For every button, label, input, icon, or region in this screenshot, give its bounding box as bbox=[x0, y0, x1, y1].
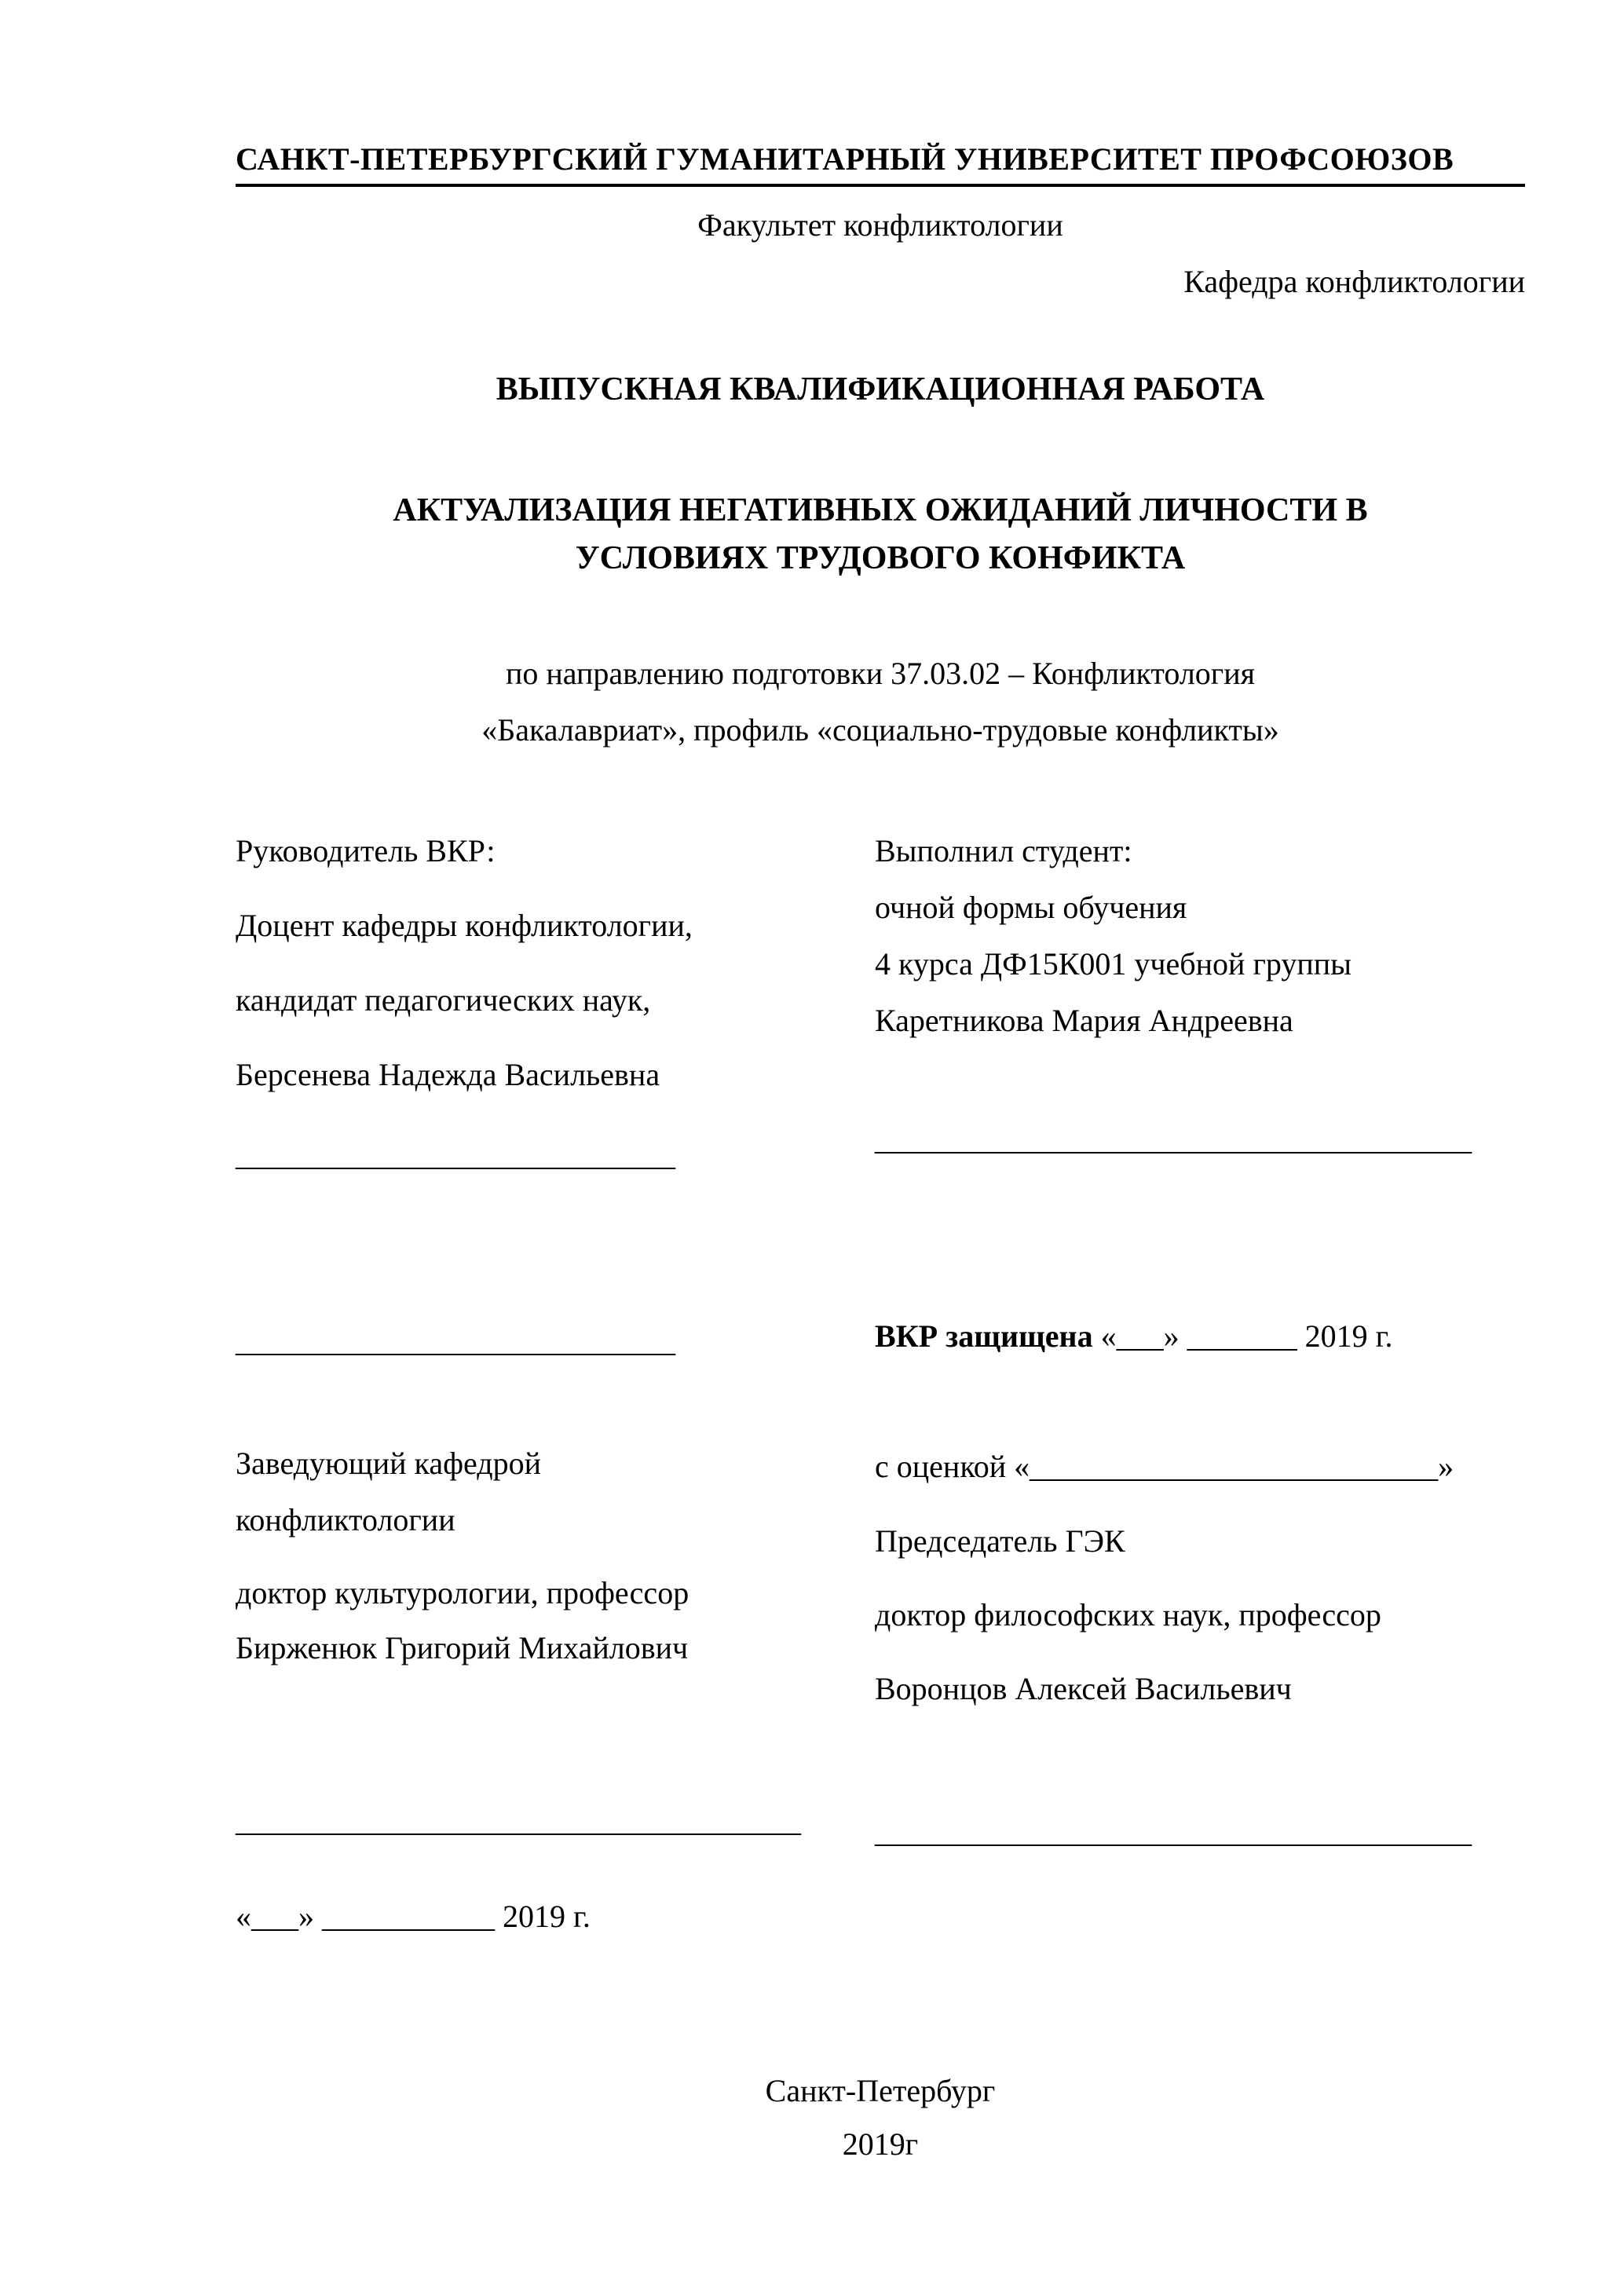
program-direction: по направлению подготовки 37.03.02 – Конфликтология bbox=[505, 656, 1256, 692]
university-name: САНКТ-ПЕТЕРБУРГСКИЙ ГУМАНИТАРНЫЙ УНИВЕРСИТЕТ ПРОФСОЮЗОВ bbox=[236, 141, 1525, 187]
left-column bbox=[236, 833, 875, 1935]
footer-city: Санкт-Петербург bbox=[765, 2073, 996, 2109]
thesis-title-line-2: УСЛОВИЯХ ТРУДОВОГО КОНФИКТА bbox=[575, 540, 1186, 577]
footer-year: 2019г bbox=[842, 2126, 919, 2163]
footer bbox=[236, 2064, 1525, 2171]
student-label: Выполнил студент: bbox=[875, 833, 1132, 869]
defense-date-line bbox=[875, 1318, 1525, 1355]
department-head-credentials bbox=[236, 1566, 828, 1676]
work-type-heading: ВЫПУСКНАЯ КВАЛИФИКАЦИОННАЯ РАБОТА bbox=[496, 371, 1265, 408]
thesis-title-line-1: АКТУАЛИЗАЦИЯ НЕГАТИВНЫХ ОЖИДАНИЙ ЛИЧНОСТИ В bbox=[393, 492, 1368, 529]
signatures-section bbox=[236, 833, 1525, 1935]
department-head-date-line: «___» ___________ 2019 г. bbox=[236, 1899, 591, 1935]
defense-date-blank: «___» _______ 2019 г. bbox=[1092, 1318, 1393, 1355]
supervisor-degree: кандидат педагогических наук, bbox=[236, 982, 651, 1018]
gek-chair-name: Воронцов Алексей Васильевич bbox=[875, 1671, 1292, 1707]
department-head-name: Бирженюк Григорий Михайлович bbox=[236, 1630, 689, 1666]
defense-grade-line: с оценкой «__________________________» bbox=[875, 1449, 1454, 1485]
department-head-signature-line: ____________________________ bbox=[236, 1323, 675, 1359]
supervisor-label: Руководитель ВКР: bbox=[236, 833, 496, 869]
defense-label: ВКР защищена bbox=[875, 1318, 1093, 1355]
program-info bbox=[236, 645, 1525, 759]
right-column bbox=[875, 833, 1525, 1935]
supervisor-name: Берсенева Надежда Васильевна bbox=[236, 1057, 660, 1093]
supervisor-position: Доцент кафедры конфликтологии, bbox=[236, 908, 693, 944]
department-name: Кафедра конфликтологии bbox=[1183, 264, 1525, 299]
department-head-signature-line-2: ____________________________________ bbox=[236, 1803, 801, 1839]
department-head-label bbox=[236, 1435, 828, 1548]
program-profile: «Бакалавриат», профиль «социально-трудовые конфликты» bbox=[481, 712, 1279, 748]
supervisor-signature-line: ____________________________ bbox=[236, 1137, 675, 1173]
thesis-title bbox=[236, 487, 1525, 583]
faculty-name: Факультет конфликтологии bbox=[697, 207, 1063, 243]
student-signature-line: ______________________________________ bbox=[875, 1121, 1472, 1157]
department-head-label-line-2: конфликтологии bbox=[236, 1502, 455, 1538]
student-group: 4 курса ДФ15К001 учебной группы bbox=[875, 946, 1352, 982]
department-head-label-line-1: Заведующий кафедрой bbox=[236, 1446, 542, 1482]
gek-chair-label: Председатель ГЭК bbox=[875, 1523, 1125, 1559]
gek-chair-degree: доктор философских наук, профессор bbox=[875, 1597, 1381, 1633]
student-form: очной формы обучения bbox=[875, 890, 1187, 926]
department-head-degree: доктор культурологии, профессор bbox=[236, 1575, 689, 1611]
gek-chair-signature-line: ______________________________________ bbox=[875, 1814, 1472, 1850]
student-name: Каретникова Мария Андреевна bbox=[875, 1003, 1293, 1039]
